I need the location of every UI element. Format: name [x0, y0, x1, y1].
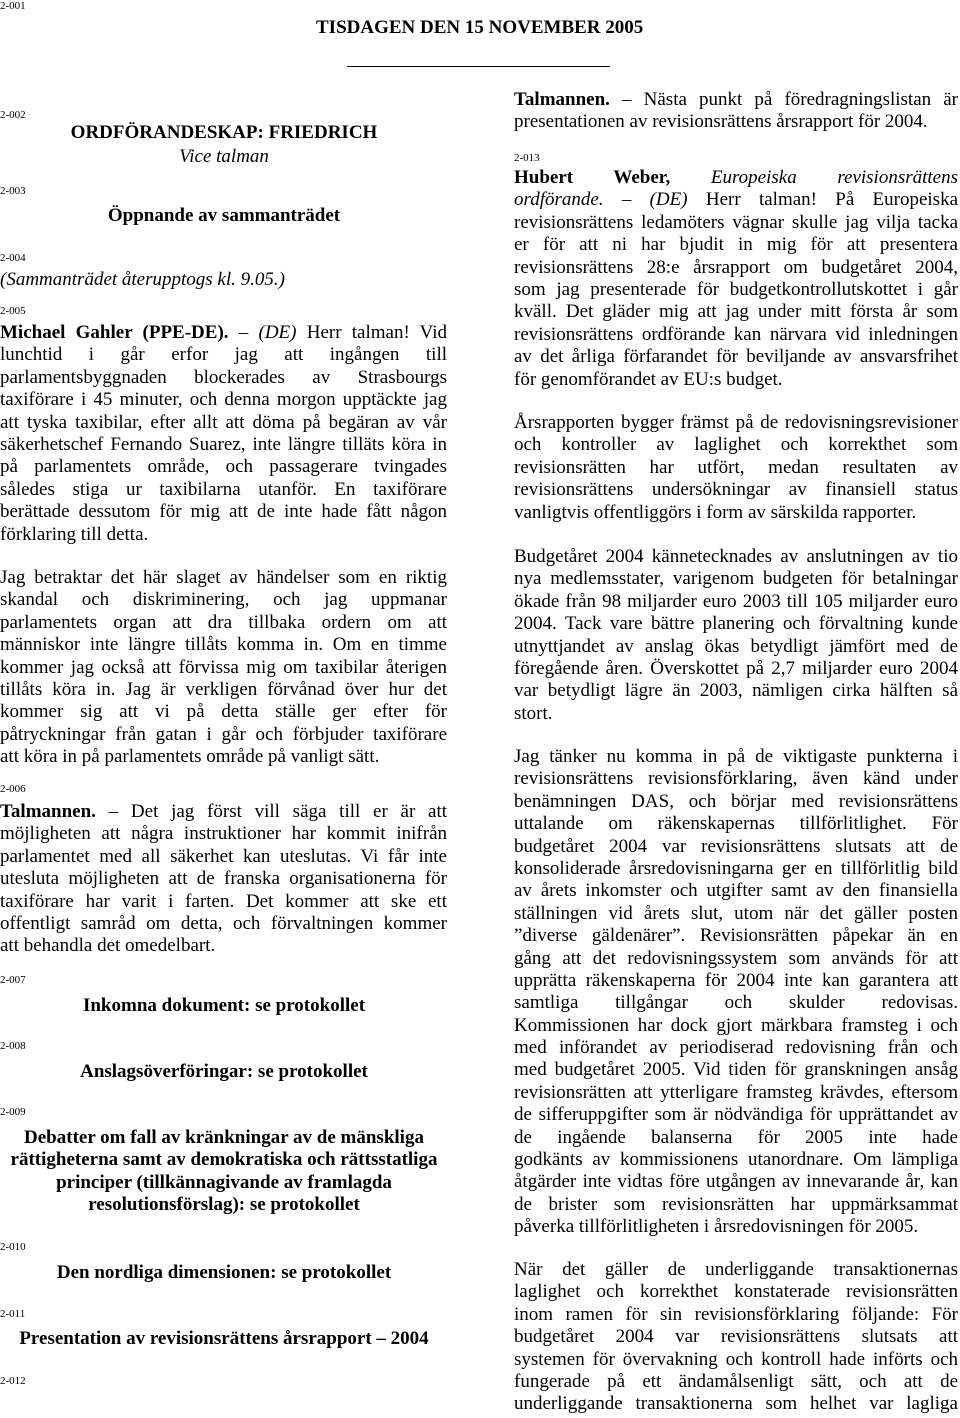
text-line: påverka tillförlitligheten i årsredovisningen för 2005. — [514, 1216, 919, 1238]
dash: – — [621, 189, 632, 211]
text-line: parlamentsbyggnaden blockerades av Strasbourgs — [0, 366, 447, 388]
text-line: offentligt samråd om detta, och förvaltningen kommer — [0, 912, 447, 934]
text-line: taxiförare har varit i farten. Det kommer att ske ett — [0, 890, 447, 912]
item-number: 2-001 — [0, 0, 26, 12]
item-number: 2-004 — [0, 252, 26, 264]
text-line: revisionsrättens ledamöters vägnar skulle jag vilja tacka — [514, 211, 958, 233]
speech-paragraph — [514, 746, 958, 1239]
speech-paragraph — [514, 546, 958, 725]
section-heading — [0, 205, 448, 227]
item-number: 2-003 — [0, 185, 26, 197]
item-number: 2-002 — [0, 109, 26, 121]
text-line: Jag betraktar det här slaget av händelser som en riktig — [0, 567, 447, 588]
heading-line: Öppnande av sammanträdet — [107, 205, 341, 226]
text-line — [514, 189, 958, 211]
text-line: de ingående balanserna för 2005 inte hade — [514, 1126, 958, 1148]
text-span: Det jag först vill säga till er är att — [130, 801, 447, 822]
text-line: Budgetåret 2004 kännetecknades av anslutningen av tio — [514, 546, 958, 567]
text-line: taxiförare i 45 minuter, och denna morgon upptäckte jag — [0, 389, 447, 411]
text-line: kommer sig att vi på detta ställe ger efter för — [0, 701, 447, 723]
speaker-name: Hubert Weber, — [514, 167, 671, 188]
heading-line: resolutionsförslag): se protokollet — [88, 1194, 360, 1216]
text-line: berättade dessutom för mig att de inte hade fått någon — [0, 501, 447, 523]
language-tag: (DE) — [258, 322, 297, 343]
agenda-heading — [0, 1262, 448, 1284]
text-line: revisionsrätten att ytterligare framsteg krävdes, eftersom — [514, 1081, 958, 1103]
text-line: inom ramen för sin revisionsförklaring följande: För — [514, 1303, 958, 1325]
text-line: de sifferuppgifter som är nödvändiga för upprättandet av — [514, 1104, 958, 1126]
agenda-heading — [0, 1061, 448, 1083]
text-line: som jag presenterade för budgetkontrollutskottet i går — [514, 278, 958, 300]
text-line: för genomförandet av EU:s budget. — [514, 368, 783, 390]
item-number: 2-012 — [0, 1375, 26, 1387]
heading-line: Anslagsöverföringar: se protokollet — [80, 1061, 368, 1082]
text-line: upprätta räkenskaperna för 2004 inte kan garantera att — [514, 969, 958, 991]
text-line: möjligheten att några instruktioner har kommit inifrån — [0, 823, 447, 845]
heading-line: rättigheterna samt av demokratiska och rättsstatliga — [10, 1149, 438, 1171]
text-line: att behandla det omedelbart. — [0, 935, 216, 957]
heading-line: principer (tillkännagivande av framlagda — [56, 1171, 392, 1193]
speech-paragraph — [0, 801, 447, 958]
heading-line: Presentation av revisionsrättens årsrapport – 2004 — [19, 1328, 429, 1349]
text-line: konsoliderade årsredovisningarna ger en tillförlitlig bild — [514, 857, 958, 879]
text-line: lunchtid i går erfor jag att ingången till — [0, 344, 447, 366]
text-line: och kontroller av laglighet och korrekthet som — [514, 434, 958, 456]
text-span: Herr talman! Vid — [306, 322, 447, 343]
text-line: revisionsrätten har utfört, medan resultaten av — [514, 456, 958, 478]
heading-line: Den nordliga dimensionen: se protokollet — [56, 1262, 392, 1283]
heading-line: Debatter om fall av kränkningar av de mänskliga — [24, 1127, 424, 1148]
text-line: människor inte längre tillåts komma in. Om en timme — [0, 634, 447, 656]
item-number: 2-007 — [0, 974, 26, 986]
text-line: systemen för övervakning och kontroll hade införts och — [514, 1348, 958, 1370]
dash: – — [108, 801, 119, 822]
text-line: av årets inkomster och utgifter samt av den finansiella — [514, 880, 958, 902]
title-divider — [347, 66, 610, 67]
agenda-heading — [0, 1127, 448, 1217]
text-line: laglighet och korrekthet konstaterade revisionsrätten — [514, 1281, 958, 1303]
speaker-name: Talmannen. — [514, 89, 610, 110]
text-line: revisionsrättens ordförande kan närvara vid inledningen — [514, 323, 958, 345]
text-line: med budgetåret 2005. Vid tiden för granskningen ansåg — [514, 1059, 958, 1081]
speech-paragraph — [514, 412, 958, 524]
text-line: 2004. Tack vare bättre planering och förvaltning kunde — [514, 613, 958, 635]
text-line: föregående åren. Överskottet på 2,7 miljarder euro 2004 — [514, 657, 958, 679]
text-line: Årsrapporten bygger främst på de redovisningsrevisioner — [514, 412, 958, 433]
item-number: 2-011 — [0, 1308, 26, 1320]
text-line: tillåts köra in. Jag är verkligen förvånad över hur det — [0, 678, 447, 700]
text-line — [0, 801, 447, 823]
text-line: förklaring till detta. — [0, 523, 149, 545]
speech-paragraph — [514, 167, 958, 391]
text-line: Kommissionen har dock gjort märkbara framsteg i och — [514, 1014, 958, 1036]
text-line: således stiga ur taxibilarna utanför. En taxiförare — [0, 478, 447, 500]
speaker-role: Europeiska revisionsrättens — [710, 167, 958, 188]
text-line: ökade från 98 miljarder euro 2003 till 105 miljarder euro — [514, 590, 958, 612]
text-line: revisionsrättens undersökningar av finansiell status — [514, 479, 958, 501]
text-line: samtliga tillgångar och skulder redovisas. — [514, 992, 958, 1014]
text-line: ställningen vid årets slut, utom när det gäller posten — [514, 902, 958, 924]
item-number: 2-005 — [0, 305, 26, 317]
speaker-name: Michael Gahler (PPE-DE). — [0, 322, 229, 343]
text-line: revisionsrättens 28:e årsrapport om budgetåret 2004, — [514, 256, 958, 278]
text-line: ”diverse gäldenärer”. Revisionsrätten påpekar än en — [514, 925, 958, 947]
text-line: av det årliga förfarandet för beviljande av ansvarsfrihet — [514, 346, 958, 368]
text-line: benämningen DAS, och börjar med revisionsrättens — [514, 790, 958, 812]
item-number: 2-013 — [514, 152, 540, 164]
speech-paragraph — [0, 322, 447, 546]
text-span: Herr talman! På Europeiska — [705, 189, 958, 211]
text-line: var betydligt lägre än 2003, nämligen cirka hälften så — [514, 680, 958, 702]
text-line: kväll. Det gläder mig att jag under mitt första år som — [514, 301, 958, 323]
dash: – — [238, 322, 249, 343]
speaker-role: ordförande. — [514, 189, 604, 211]
presidency-heading — [0, 122, 448, 144]
speech-paragraph — [0, 567, 447, 769]
heading-line: Inkomna dokument: se protokollet — [82, 995, 366, 1016]
item-number: 2-010 — [0, 1241, 26, 1253]
page-title: TISDAGEN DEN 15 NOVEMBER 2005 — [316, 17, 644, 38]
text-line: parlamentets organ att dra tillbaka ordern om att — [0, 611, 447, 633]
text-line: att köra in på parlamentets område på vanligt sätt. — [0, 746, 380, 768]
language-tag: (DE) — [649, 189, 688, 211]
agenda-heading — [0, 1328, 448, 1350]
text-line — [0, 322, 447, 344]
text-line: budgetåret 2004 var revisionsrättens slutsats att de — [514, 835, 958, 857]
text-line: uttalande om räkenskapernas tillförlitlighet. För — [514, 813, 958, 835]
text-line: revisionsrättens revisionsförklaring, även känd under — [514, 768, 958, 790]
dash: – — [622, 89, 632, 110]
text-line: underliggande transaktionerna som helhet var lagliga — [514, 1393, 958, 1415]
text-line: utnyttjandet av anslag ökas betydligt jämfört med de — [514, 635, 958, 657]
text-line: de brister som revisionsrätten har uppmärksammat — [514, 1193, 958, 1215]
heading-line: Vice talman — [179, 146, 269, 167]
text-line: gång att det redovisningssystem som används för att — [514, 947, 958, 969]
text-line: Jag tänker nu komma in på de viktigaste punkterna i — [514, 746, 958, 767]
text-line: skandal och diskriminering, och jag uppmanar — [0, 589, 447, 611]
text-line: budgetåret 2004 var revisionsrättens slutsats att — [514, 1326, 958, 1348]
item-number: 2-006 — [0, 783, 26, 795]
speech-paragraph — [514, 89, 958, 134]
heading-line: ORDFÖRANDESKAP: FRIEDRICH — [70, 122, 378, 143]
text-line: vanligtvis offentliggörs i form av särskilda rapporter. — [514, 501, 917, 523]
agenda-heading — [0, 995, 448, 1017]
text-line: godkänts av kommissionens utanordnare. Om lämpliga — [514, 1149, 958, 1171]
text-line: er för att ni har bjudit in mig för att presentera — [514, 234, 958, 256]
text-line: När det gäller de underliggande transaktionernas — [514, 1259, 958, 1280]
text-line: stort. — [514, 702, 553, 724]
text-line: på parlamentets område, och passagerare tvingades — [0, 456, 447, 478]
text-line: åtgärder inte vidtas före utgången av innevarande år, kan — [514, 1171, 958, 1193]
text-line: påtryckningar från gatan i går och förbjuder taxiförare — [0, 723, 447, 745]
text-line — [514, 167, 958, 189]
text-line: säkerhetschef Fernando Suarez, inte längre tilläts köra in — [0, 433, 447, 455]
item-number: 2-008 — [0, 1040, 26, 1052]
text-line: kommer jag också att förvissa mig om taxibilar återigen — [0, 656, 447, 678]
text-line: utesluta möjligheten att de franska organisationerna för — [0, 868, 447, 890]
speaker-name: Talmannen. — [0, 801, 96, 822]
presidency-subheading — [0, 146, 448, 168]
session-note: (Sammanträdet återupptogs kl. 9.05.) — [0, 269, 285, 290]
text-line: med införandet av periodiserad redovisning från och — [514, 1037, 958, 1059]
text-line: nya medlemsstater, varigenom budgeten för betalningar — [514, 568, 958, 590]
text-line: fungerade på ett ändamålsenligt sätt, och att de — [514, 1370, 958, 1392]
text-line: att tyska taxibilar, efter allt att döma på begäran av vår — [0, 411, 447, 433]
text-line: presentationen av revisionsrättens årsrapport för 2004. — [514, 111, 928, 133]
text-span: Nästa punkt på föredragningslistan är — [643, 89, 958, 110]
text-line: parlamentet med all säkerhet kan uteslutas. Vi får inte — [0, 845, 447, 867]
item-number: 2-009 — [0, 1106, 26, 1118]
text-line — [514, 89, 958, 111]
speech-paragraph — [514, 1259, 958, 1416]
